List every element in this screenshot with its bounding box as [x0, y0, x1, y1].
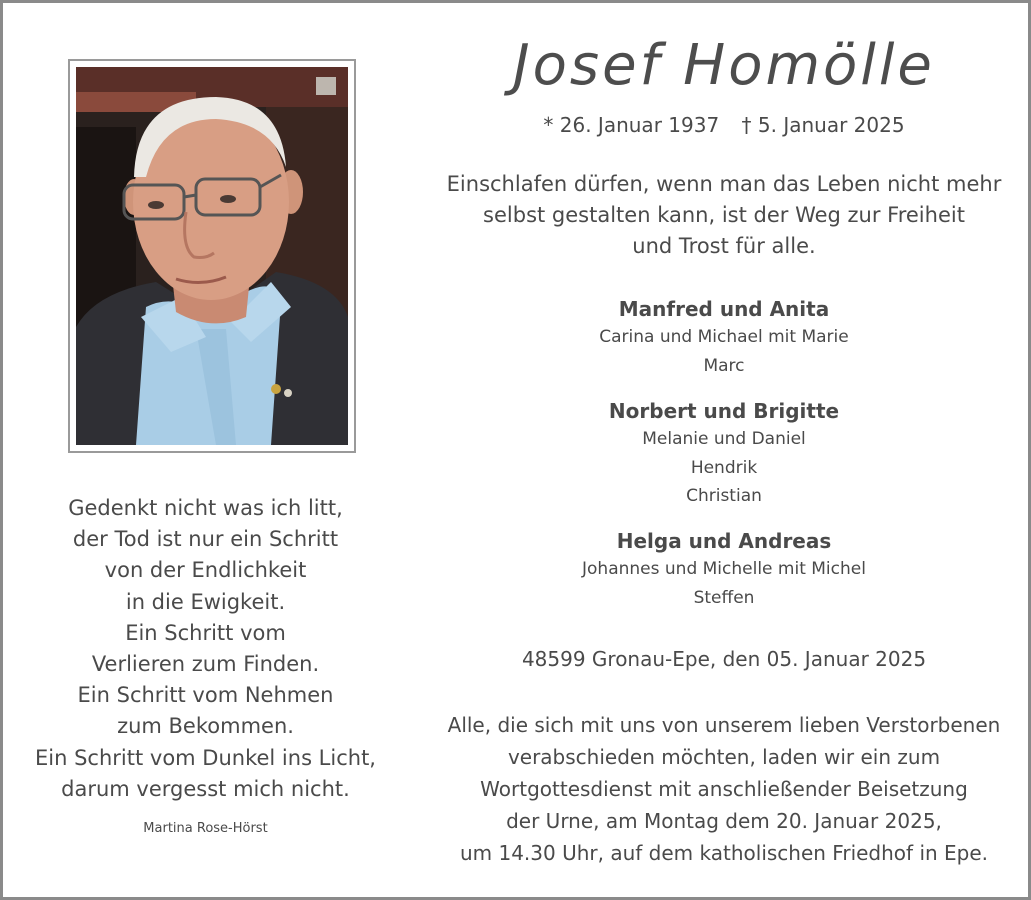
family-member: Christian [686, 486, 762, 506]
poem-line: darum vergesst mich nicht. [61, 776, 350, 801]
poem-line: Ein Schritt vom Nehmen [77, 683, 334, 708]
deceased-name: Josef Homölle [513, 33, 935, 98]
family-member: Johannes und Michelle mit Michel [582, 559, 866, 579]
quote-line: selbst gestalten kann, ist der Weg zur Freiheit [483, 203, 965, 227]
poem-author: Martina Rose-Hörst [143, 821, 268, 836]
poem-line: Verlieren zum Finden. [91, 652, 320, 677]
family-member: Hendrik [690, 457, 758, 478]
place-and-date: 48599 Gronau-Epe, den 05. Januar 2025 [521, 647, 927, 671]
quote-line: und Trost für alle. [632, 234, 816, 258]
poem [23, 493, 388, 805]
death-date: † 5. Januar 2025 [741, 113, 905, 137]
portrait-frame [68, 59, 356, 453]
portrait-illustration [76, 67, 348, 445]
family-group [424, 527, 1024, 612]
family-member: Marc [703, 355, 745, 376]
family-group [424, 397, 1024, 511]
family-head: Manfred und Anita [618, 297, 830, 321]
poem-line: von der Endlichkeit [104, 558, 307, 583]
family-member: Steffen [693, 587, 755, 608]
notice-line: Wortgottesdienst mit anschließender Beisetzung [480, 777, 968, 801]
family-head: Norbert und Brigitte [608, 399, 840, 423]
quote-line: Einschlafen dürfen, wenn man das Leben nicht mehr [446, 172, 1002, 196]
birth-date: * 26. Januar 1937 [543, 113, 720, 137]
portrait-photo [76, 67, 348, 445]
poem-line: zum Bekommen. [117, 714, 294, 739]
memorial-quote [424, 169, 1024, 262]
notice-line: Alle, die sich mit uns von unserem lieben Verstorbenen [447, 713, 1001, 737]
family-group [424, 295, 1024, 380]
family-member: Carina und Michael mit Marie [599, 327, 849, 347]
poem-line: in die Ewigkeit. [125, 589, 286, 614]
family-member: Melanie und Daniel [642, 429, 806, 449]
poem-line: der Tod ist nur ein Schritt [72, 527, 339, 552]
notice-line: der Urne, am Montag dem 20. Januar 2025, [506, 809, 942, 833]
funeral-notice [424, 709, 1024, 869]
notice-line: um 14.30 Uhr, auf dem katholischen Friedhof in Epe. [459, 841, 989, 865]
poem-line: Ein Schritt vom [125, 620, 286, 645]
life-dates [424, 113, 1024, 137]
poem-line: Ein Schritt vom Dunkel ins Licht, [35, 745, 376, 770]
family-head: Helga und Andreas [616, 529, 832, 553]
notice-line: verabschieden möchten, laden wir ein zum [507, 745, 941, 769]
poem-line: Gedenkt nicht was ich litt, [68, 496, 343, 520]
